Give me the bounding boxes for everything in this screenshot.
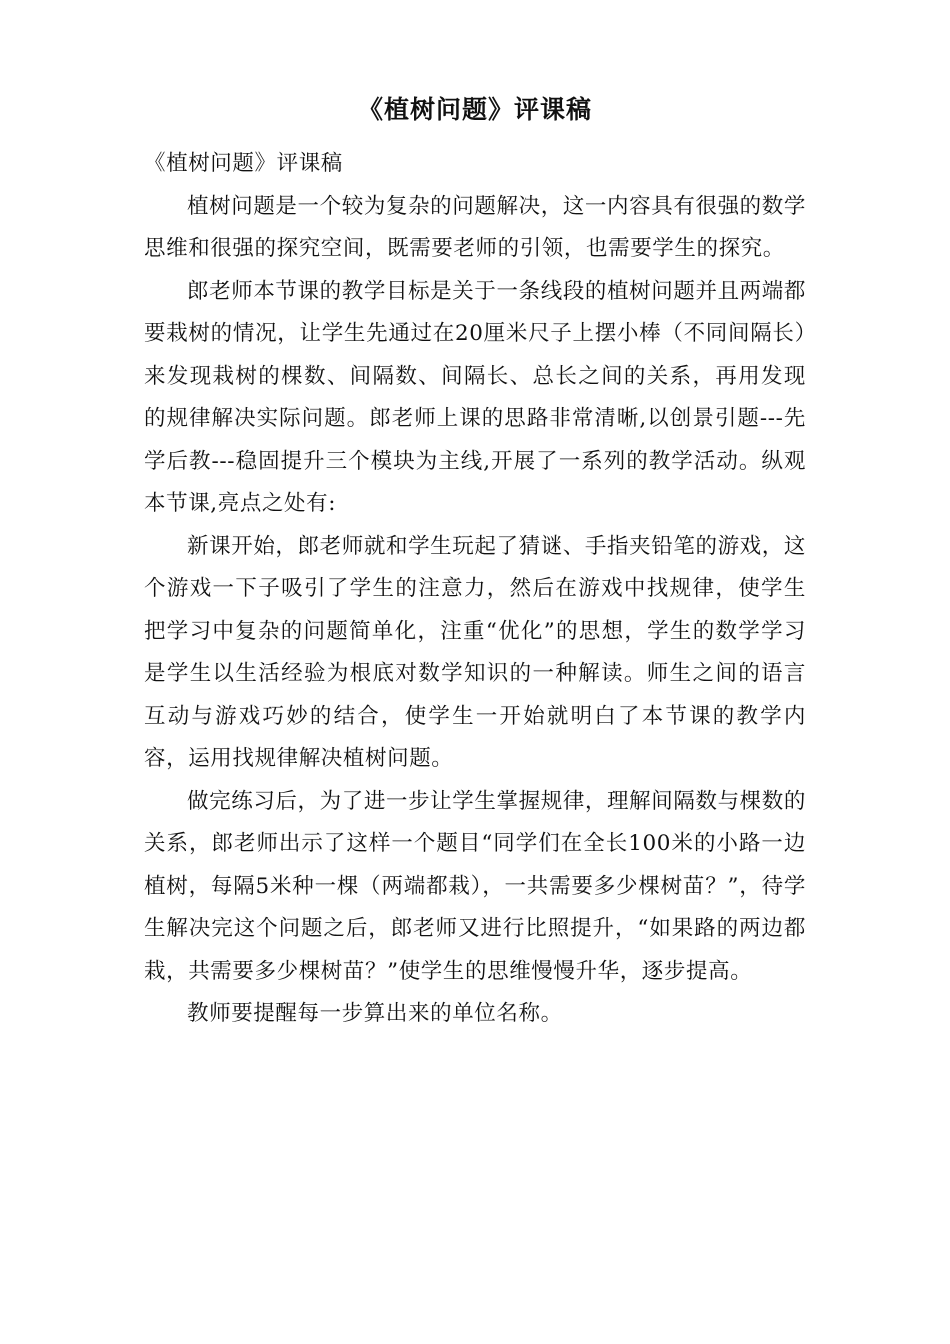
paragraph-teaching-goal: 郎老师本节课的教学目标是关于一条线段的植树问题并且两端都要栽树的情况，让学生先通过在20厘米尺子上摆小棒（不同间隔长）来发现栽树的棵数、间隔数、间隔长、总长之间的关系，再用发现的规律解决实际问题。郎老师上课的思路非常清晰,以创景引题---先学后教---稳固提升三个模块为主线,开展了一系列的教学活动。纵观本节课,亮点之处有: — [144, 278, 806, 516]
paragraph-reminder: 教师要提醒每一步算出来的单位名称。 — [187, 1001, 563, 1026]
paragraph-practice: 做完练习后，为了进一步让学生掌握规律，理解间隔数与棵数的关系，郎老师出示了这样一个题目“同学们在全长100米的小路一边植树，每隔5米种一棵（两端都栽），一共需要多少棵树苗？”，待学生解决完这个问题之后，郎老师又进行比照提升，“如果路的两边都栽，共需要多少棵树苗？”使学生的思维慢慢升华，逐步提高。 — [144, 788, 806, 984]
document-subtitle: 《植树问题》评课稿 — [144, 151, 343, 176]
paragraph-game-opening: 新课开始，郎老师就和学生玩起了猜谜、手指夹铅笔的游戏，这个游戏一下子吸引了学生的注意力，然后在游戏中找规律，使学生把学习中复杂的问题简单化，注重“优化”的思想，学生的数学学习是学生以生活经验为根底对数学知识的一种解读。师生之间的语言互动与游戏巧妙的结合，使学生一开始就明白了本节课的教学内容，运用找规律解决植树问题。 — [144, 533, 806, 771]
document-title: 《植树问题》评课稿 — [357, 95, 592, 124]
paragraph-intro: 植树问题是一个较为复杂的问题解决，这一内容具有很强的数学思维和很强的探究空间，既需要老师的引领，也需要学生的探究。 — [144, 193, 806, 261]
document-body — [144, 143, 806, 1036]
